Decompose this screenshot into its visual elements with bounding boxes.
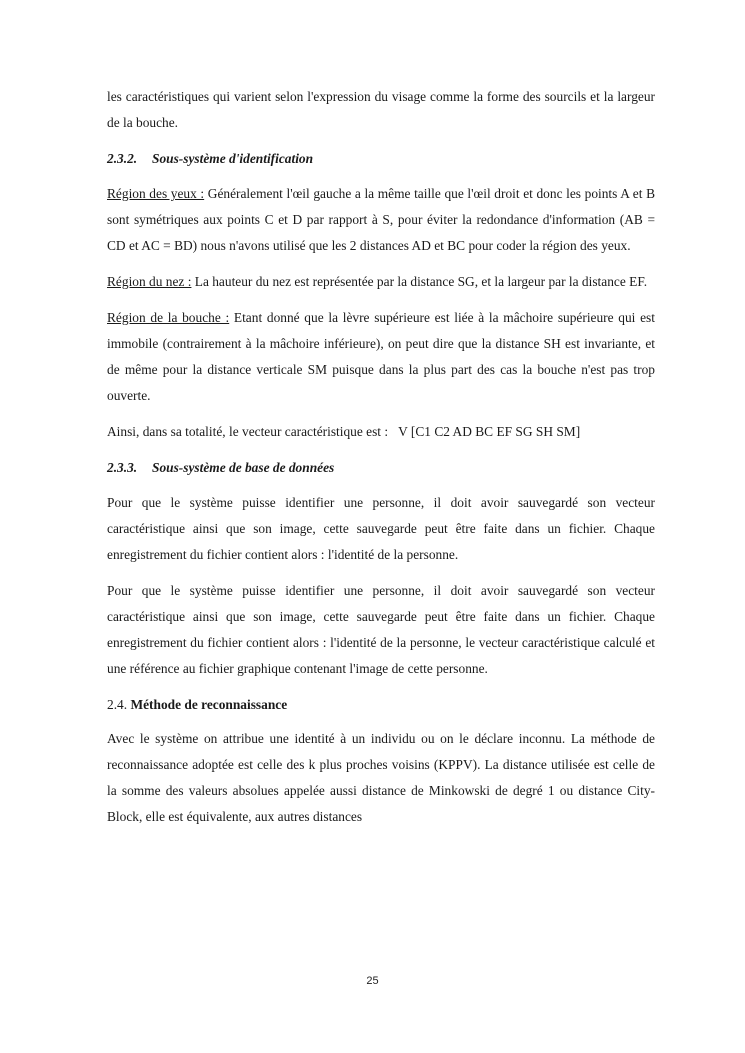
database-paragraph-1: Pour que le système puisse identifier une personne, il doit avoir sauvegardé son vecteur caractéristique ainsi que son image, cette sauvegarde peut être faite dans un fichier. Chaque enregistrement du fichier contient alors : l'identité de la personne. xyxy=(107,495,655,562)
section-heading-2-3-2 xyxy=(107,146,655,172)
section-title: Méthode de reconnaissance xyxy=(130,697,288,712)
mouth-region-paragraph xyxy=(107,305,655,409)
eyes-region-label: Région des yeux : xyxy=(107,186,205,201)
nose-region-label: Région du nez : xyxy=(107,274,192,289)
intro-paragraph: les caractéristiques qui varient selon l'expression du visage comme la forme des sourcils et la largeur de la bouche. xyxy=(107,89,655,130)
section-number: 2.3.3. xyxy=(107,460,138,475)
document-page xyxy=(107,84,655,840)
mouth-region-label: Région de la bouche : xyxy=(107,310,230,325)
section-heading-2-4 xyxy=(107,692,655,718)
page-number: 25 xyxy=(366,975,379,987)
eyes-region-text: Généralement l'œil gauche a la même taille que l'œil droit et donc les points A et B sont symétriques aux points C et D par rapport à S, pour éviter la redondance d'information (AB = CD et AC = BD) nous n'avons utilisé que les 2 distances AD et BC pour coder la région des yeux. xyxy=(107,186,656,253)
section-heading-2-3-3 xyxy=(107,455,655,481)
section-title: Sous-système de base de données xyxy=(152,460,335,475)
recognition-method-paragraph: Avec le système on attribue une identité à un individu ou on le déclare inconnu. La méthode de reconnaissance adoptée est celle des k plus proches voisins (KPPV). La distance utilisée est celle de la somme des valeurs absolues appelée aussi distance de Minkowski de degré 1 ou distance City-Block, elle est équivalente, aux autres distances xyxy=(107,731,655,824)
feature-vector-value: V [C1 C2 AD BC EF SG SH SM] xyxy=(398,424,581,439)
eyes-region-paragraph xyxy=(107,181,655,259)
section-title: Sous-système d'identification xyxy=(152,151,314,166)
nose-region-paragraph xyxy=(107,269,655,295)
section-number: 2.4. xyxy=(107,697,128,712)
mouth-region-text: Etant donné que la lèvre supérieure est liée à la mâchoire supérieure qui est immobile (contrairement à la mâchoire inférieure), on peut dire que la distance SH est invariante, et de même pour la distance verticale SM puisque dans la plus part des cas la bouche n'est pas trop ouverte. xyxy=(107,310,655,403)
nose-region-text: La hauteur du nez est représentée par la distance SG, et la largeur par la distance EF. xyxy=(191,274,648,289)
feature-vector-line xyxy=(107,419,655,445)
section-number: 2.3.2. xyxy=(107,151,138,166)
database-paragraph-2: Pour que le système puisse identifier une personne, il doit avoir sauvegardé son vecteur caractéristique ainsi que son image, cette sauvegarde peut être faite dans un fichier. Chaque enregistrement du fichier contient alors : l'identité de la personne, le vecteur caractéristique calculé et une référence au fichier graphique contenant l'image de cette personne. xyxy=(107,583,655,676)
feature-vector-text: Ainsi, dans sa totalité, le vecteur caractéristique est : xyxy=(107,424,389,439)
